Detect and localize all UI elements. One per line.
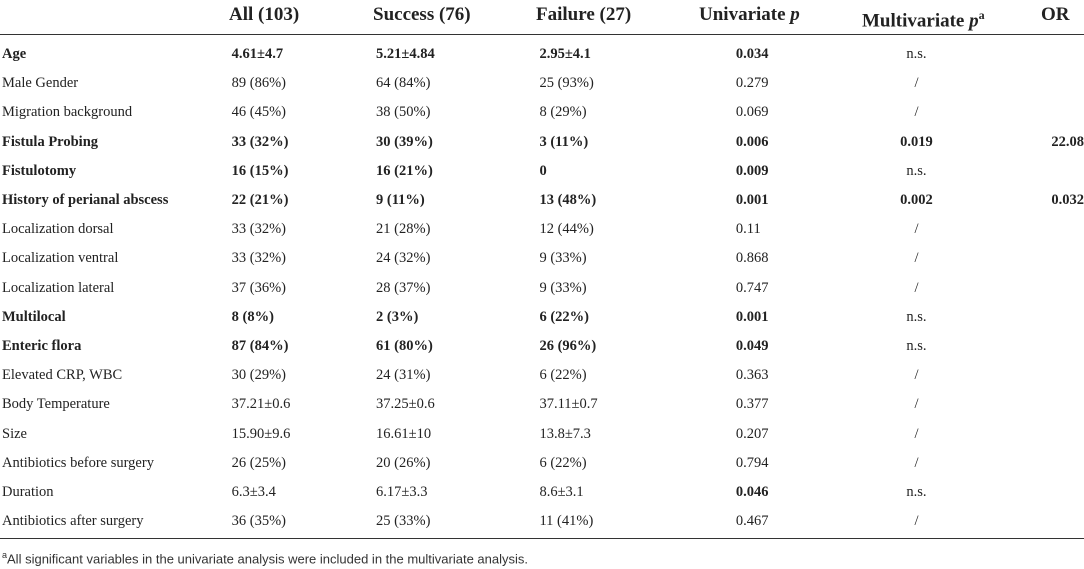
cell-multivariate: n.s. [906,483,927,500]
cell-or [974,303,1084,332]
table-row [0,157,1084,186]
table-row [0,478,1084,507]
table-row [0,40,1084,69]
cell-all: 15.90±9.6 [231,425,291,442]
cell-variable: Enteric flora [2,337,82,354]
cell-multivariate: / [914,250,919,267]
cell-variable: Elevated CRP, WBC [2,367,123,384]
header-all: All (103) [229,4,300,25]
header-multivariate-p: Multivariate $p^a$ [862,8,985,32]
cell-multivariate: 0.002 [900,192,933,209]
cell-failure: 3 (11%) [539,133,589,150]
cell-success: 9 (11%) [376,192,425,209]
table-row [0,186,1084,215]
table-row [0,98,1084,127]
cell-univariate: 0.009 [735,162,769,179]
cell-univariate: 0.794 [735,454,769,471]
cell-failure: 6 (22%) [539,308,590,325]
cell-univariate: 0.279 [735,75,769,92]
cell-all: 46 (45%) [231,104,287,121]
cell-multivariate: / [914,513,919,530]
cell-variable: Male Gender [2,75,79,92]
cell-or [974,274,1084,303]
cell-variable: Multilocal [2,308,66,325]
table-row [0,419,1084,448]
cell-success: 24 (31%) [376,367,431,384]
cell-failure: 37.11±0.7 [539,396,598,413]
cell-variable: Size [2,425,27,442]
cell-variable: Fistula Probing [2,133,99,150]
cell-variable: Duration [2,483,54,500]
cell-all: 87 (84%) [231,337,289,354]
cell-all: 26 (25%) [231,454,287,471]
cell-success: 38 (50%) [376,104,431,121]
cell-success: 21 (28%) [376,221,431,238]
cell-all: 33 (32%) [231,250,287,267]
cell-variable: Migration background [2,104,133,121]
cell-success: 24 (32%) [376,250,431,267]
cell-variable: Fistulotomy [2,162,77,179]
cell-univariate: 0.377 [735,396,769,413]
cell-variable: History of perianal abscess [2,192,169,209]
cell-univariate: 0.747 [735,279,769,296]
cell-success: 64 (84%) [376,75,431,92]
header-rule [0,34,1084,35]
table-row [0,361,1084,390]
cell-univariate: 0.001 [735,192,769,209]
cell-variable: Localization ventral [2,250,119,267]
cell-failure: 13.8±7.3 [539,425,591,442]
cell-failure: 25 (93%) [539,75,594,92]
cell-all: 36 (35%) [231,513,287,530]
cell-univariate: 0.207 [735,425,769,442]
cell-failure: 13 (48%) [539,192,597,209]
cell-or [974,507,1084,536]
footnote-marker: a [2,550,8,560]
cell-all: 89 (86%) [231,75,287,92]
cell-variable: Localization lateral [2,279,115,296]
cell-multivariate: / [914,104,919,121]
cell-variable: Antibiotics after surgery [2,513,144,530]
table-row [0,303,1084,332]
cell-univariate: 0.467 [735,513,769,530]
cell-variable: Age [2,46,27,63]
cell-failure: 11 (41%) [539,513,594,530]
cell-success: 28 (37%) [376,279,431,296]
header-failure: Failure (27) [536,4,632,25]
cell-univariate: 0.363 [735,367,769,384]
cell-failure: 9 (33%) [539,250,587,267]
cell-univariate: 0.046 [735,483,769,500]
cell-or [974,69,1084,98]
cell-failure: 8.6±3.1 [539,483,584,500]
cell-multivariate: / [914,75,919,92]
cell-all: 6.3±3.4 [231,483,276,500]
cell-failure: 6 (22%) [539,454,587,471]
cell-success: 20 (26%) [376,454,431,471]
cell-failure: 0 [539,162,547,179]
cell-success: 37.25±0.6 [376,396,435,413]
cell-univariate: 0.006 [735,133,769,150]
cell-multivariate: / [914,279,919,296]
table-row [0,274,1084,303]
cell-success: 5.21±4.84 [376,46,435,63]
cell-failure: 12 (44%) [539,221,594,238]
cell-or [974,478,1084,507]
cell-all: 30 (29%) [231,367,287,384]
cell-multivariate: / [914,396,919,413]
cell-all: 16 (15%) [231,162,289,179]
cell-multivariate: / [914,221,919,238]
table-row [0,128,1084,157]
cell-failure: 8 (29%) [539,104,587,121]
header-univariate-p: Univariate p [699,4,800,25]
cell-or: 22.08 [1051,133,1084,150]
header-footnote-marker: a [978,8,985,22]
cell-all: 37.21±0.6 [231,396,291,413]
table-row [0,390,1084,419]
cell-failure: 2.95±4.1 [539,46,591,63]
cell-univariate: 0.069 [735,104,769,121]
table-row [0,449,1084,478]
cell-failure: 6 (22%) [539,367,587,384]
footer-rule [0,538,1084,539]
table-row [0,507,1084,536]
cell-multivariate: n.s. [906,337,927,354]
cell-or [974,244,1084,273]
cell-or [974,40,1084,69]
cell-univariate: 0.001 [735,308,769,325]
cell-success: 6.17±3.3 [376,483,428,500]
cell-multivariate: n.s. [906,162,927,179]
cell-or: 0.032 [1051,192,1084,209]
cell-variable: Body Temperature [2,396,110,413]
cell-failure: 26 (96%) [539,337,597,354]
cell-all: 37 (36%) [231,279,287,296]
cell-success: 16 (21%) [376,162,433,179]
cell-failure: 9 (33%) [539,279,587,296]
cell-success: 61 (80%) [376,337,433,354]
cell-success: 16.61±10 [376,425,432,442]
cell-success: 25 (33%) [376,513,431,530]
footnote-text: All significant variables in the univariate analysis were included in the multivariate analysis. [7,551,528,567]
cell-all: 4.61±4.7 [231,46,284,63]
cell-or [974,98,1084,127]
cell-all: 33 (32%) [231,133,289,150]
cell-or [974,157,1084,186]
header-success: Success (76) [373,4,471,25]
cell-all: 22 (21%) [231,192,289,209]
header-or: OR [1041,4,1070,25]
cell-multivariate: / [914,425,919,442]
cell-or [974,390,1084,419]
cell-multivariate: n.s. [906,308,927,325]
cell-multivariate: / [914,454,919,471]
cell-univariate: 0.11 [735,221,761,238]
cell-univariate: 0.049 [735,337,769,354]
table-row [0,332,1084,361]
cell-all: 8 (8%) [231,308,274,325]
cell-multivariate: / [914,367,919,384]
header-variable [0,2,200,28]
cell-or [974,419,1084,448]
cell-multivariate: n.s. [906,46,927,63]
cell-univariate: 0.034 [735,46,769,63]
cell-or [974,215,1084,244]
cell-multivariate: 0.019 [900,133,933,150]
results-table [0,40,1084,536]
footnote [2,550,528,566]
cell-all: 33 (32%) [231,221,287,238]
cell-success: 2 (3%) [376,308,419,325]
table-row [0,215,1084,244]
table-row [0,244,1084,273]
table-row [0,69,1084,98]
cell-or [974,332,1084,361]
cell-or [974,361,1084,390]
cell-univariate: 0.868 [735,250,769,267]
cell-variable: Antibiotics before surgery [2,454,154,471]
cell-or [974,449,1084,478]
cell-success: 30 (39%) [376,133,433,150]
cell-variable: Localization dorsal [2,221,114,238]
